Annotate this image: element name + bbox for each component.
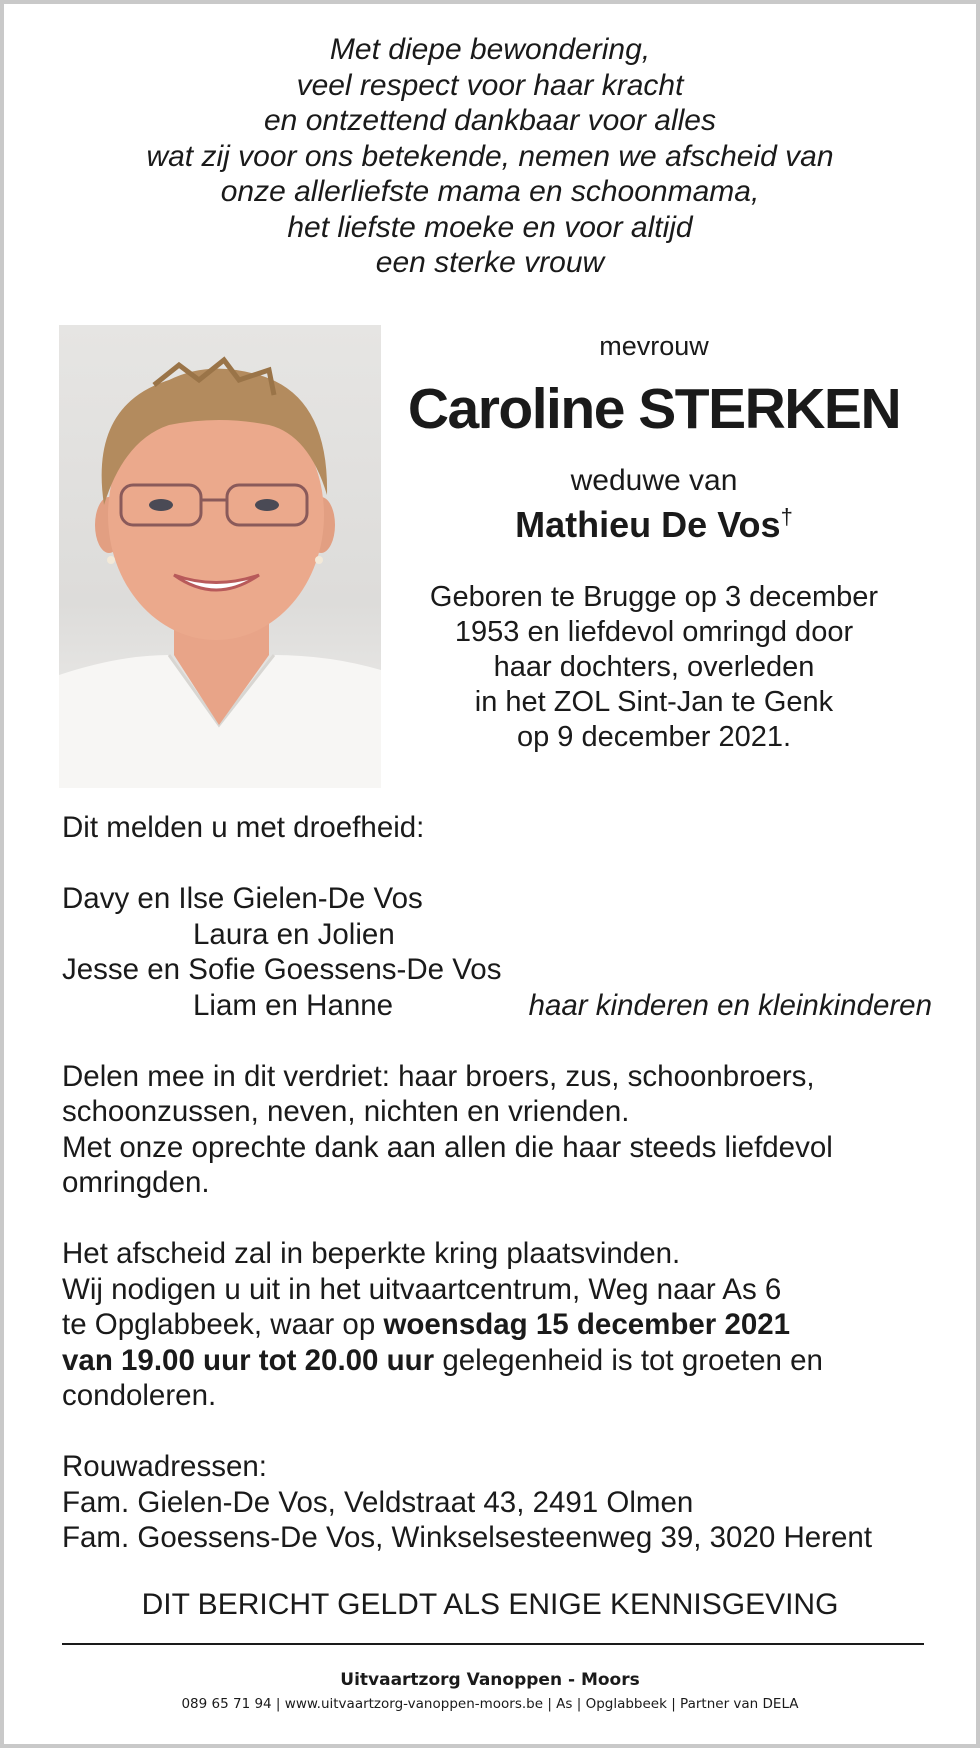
share-line: omringden. <box>62 1166 210 1199</box>
bio-line: Geboren te Brugge op 3 december <box>429 581 879 613</box>
deceased-identity <box>404 325 904 755</box>
widow-label: weduwe van <box>570 464 738 497</box>
poem-line: en ontzettend dankbaar voor alles <box>264 104 716 137</box>
farewell-line: Wij nodigen u uit in het uitvaartcentrum, Weg naar As 6 <box>62 1272 782 1306</box>
divider <box>62 1643 924 1645</box>
announcement-intro: Dit melden u met droefheid: <box>62 811 425 844</box>
farewell-time: van 19.00 uur tot 20.00 uur <box>62 1343 435 1377</box>
family-couple: Davy en Ilse Gielen-De Vos <box>62 882 423 915</box>
farewell-text: te Opglabbeek, waar op <box>62 1308 384 1341</box>
grandchildren: Laura en Jolien <box>193 917 395 951</box>
grandchildren: Liam en Hanne <box>193 988 394 1022</box>
dagger-mark: † <box>780 504 793 529</box>
funeral-contact: 089 65 71 94 | www.uitvaartzorg-vanoppen-moors.be | As | Opglabbeek | Partner van DELA <box>181 1696 799 1712</box>
funeral-company: Uitvaartzorg Vanoppen - Moors <box>340 1670 640 1690</box>
portrait-photo <box>59 325 381 788</box>
share-line: Met onze oprechte dank aan allen die haar steeds liefdevol <box>62 1130 833 1164</box>
farewell-line <box>62 1343 932 1379</box>
farewell-line <box>62 1307 932 1343</box>
poem <box>4 32 976 281</box>
poem-line: veel respect voor haar kracht <box>296 68 684 102</box>
announcement-body <box>62 810 932 1556</box>
farewell-line: Het afscheid zal in beperkte kring plaatsvinden. <box>62 1237 681 1270</box>
poem-line: een sterke vrouw <box>375 246 605 279</box>
husband-name-text: Mathieu De Vos <box>515 504 781 545</box>
farewell-line: condoleren. <box>62 1379 217 1412</box>
bio-line: in het ZOL Sint-Jan te Genk <box>474 686 834 718</box>
poem-line: het liefste moeke en voor altijd <box>287 210 693 244</box>
farewell-text: gelegenheid is tot groeten en <box>434 1343 823 1377</box>
address-line: Fam. Goessens-De Vos, Winkselsesteenweg 39, 3020 Herent <box>62 1521 873 1554</box>
honorific: mevrouw <box>599 331 709 361</box>
poem-line: onze allerliefste mama en schoonmama, <box>220 175 760 208</box>
share-line: Delen mee in dit verdriet: haar broers, zus, schoonbroers, <box>62 1059 815 1093</box>
bio-line: 1953 en liefdevol omringd door <box>454 616 854 648</box>
bio-line: op 9 december 2021. <box>516 721 792 753</box>
family-role: haar kinderen en kleinkinderen <box>528 988 932 1022</box>
address-line: Fam. Gielen-De Vos, Veldstraat 43, 2491 Olmen <box>62 1485 694 1519</box>
family-row <box>62 988 932 1024</box>
biography <box>404 580 904 755</box>
poem-line: Met diepe bewondering, <box>329 33 651 66</box>
share-line: schoonzussen, neven, nichten en vrienden. <box>62 1095 630 1128</box>
bio-line: haar dochters, overleden <box>493 651 815 683</box>
deceased-name: Caroline STERKEN <box>407 377 901 441</box>
family-couple: Jesse en Sofie Goessens-De Vos <box>62 953 502 986</box>
addresses-label: Rouwadressen: <box>62 1450 267 1483</box>
husband-name <box>404 504 904 546</box>
farewell-date: woensdag 15 december 2021 <box>383 1308 791 1341</box>
notice-line: DIT BERICHT GELDT ALS ENIGE KENNISGEVING <box>141 1588 839 1621</box>
poem-line: wat zij voor ons betekende, nemen we afscheid van <box>146 139 834 173</box>
